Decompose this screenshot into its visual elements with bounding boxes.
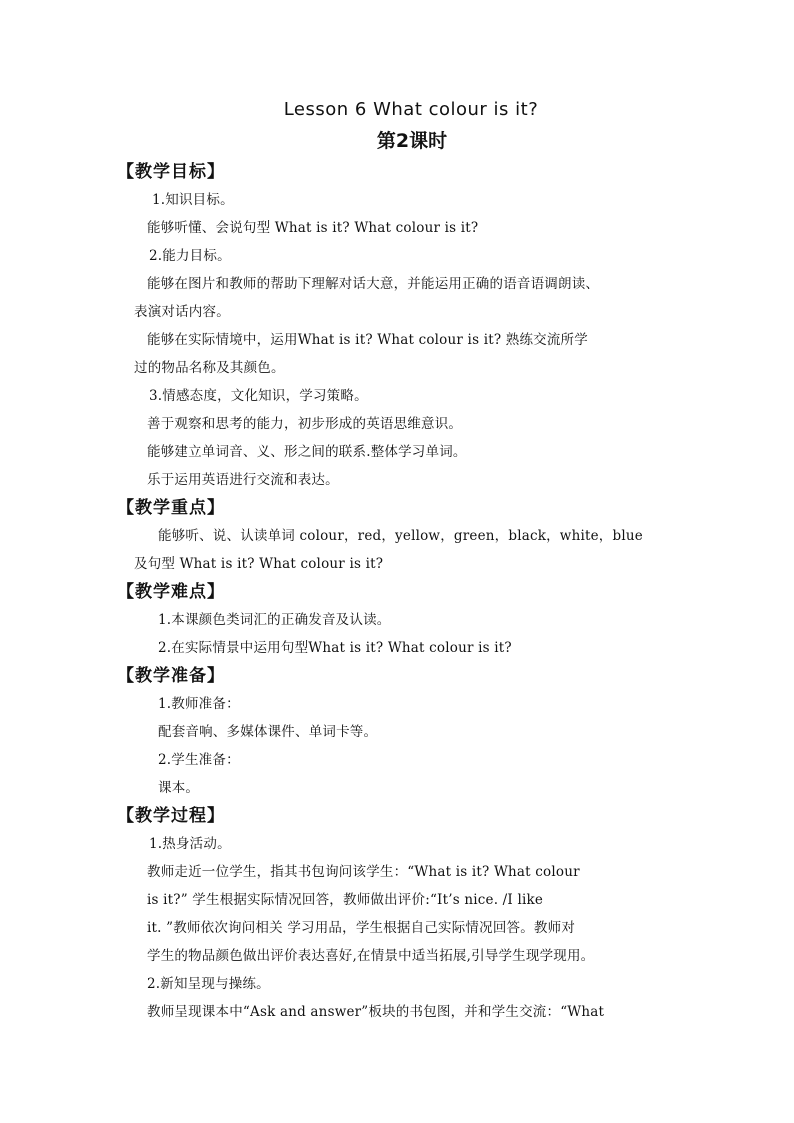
key-points-line: 及句型 What is it? What colour is it?	[134, 556, 384, 572]
preparation-line: 课本。	[158, 780, 200, 796]
process-line: 学生的物品颜色做出评价表达喜好,在情景中适当拓展,引导学生现学现用。	[147, 948, 595, 964]
heading-objectives: 【教学目标】	[117, 162, 225, 182]
objectives-line: 善于观察和思考的能力，初步形成的英语思维意识。	[147, 416, 463, 432]
objectives-line: 乐于运用英语进行交流和表达。	[147, 472, 339, 488]
lesson-subtitle: 第2课时	[376, 130, 448, 152]
preparation-line: 1.教师准备：	[158, 696, 240, 712]
objectives-line: 能够在实际情境中，运用What is it? What colour is it? 熟练交流所学	[147, 332, 588, 348]
process-line: 2.新知呈现与操练。	[147, 976, 270, 992]
heading-process: 【教学过程】	[117, 806, 225, 826]
objectives-line: 能够在图片和教师的帮助下理解对话大意，并能运用正确的语音语调朗读、	[147, 276, 600, 292]
heading-key-points: 【教学重点】	[117, 498, 225, 518]
objectives-line: 表演对话内容。	[134, 304, 230, 320]
lesson-title: Lesson 6 What colour is it?	[283, 99, 539, 120]
objectives-line: 2.能力目标。	[149, 248, 231, 264]
process-line: it. ”教师依次询问相关 学习用品，学生根据自己实际情况回答。教师对	[147, 920, 576, 936]
difficulties-line: 1.本课颜色类词汇的正确发音及认读。	[158, 612, 391, 628]
objectives-line: 过的物品名称及其颜色。	[134, 360, 285, 376]
process-line: 教师走近一位学生，指其书包询问该学生：“What is it? What colour	[147, 864, 580, 880]
objectives-line: 能够听懂、会说句型 What is it? What colour is it?	[147, 220, 479, 236]
heading-difficulties: 【教学难点】	[117, 582, 225, 602]
difficulties-line: 2.在实际情景中运用句型What is it? What colour is it?	[158, 640, 512, 656]
objectives-line: 能够建立单词音、义、形之间的联系.整体学习单词。	[147, 444, 467, 460]
preparation-line: 配套音响、多媒体课件、单词卡等。	[158, 724, 378, 740]
objectives-line: 1.知识目标。	[152, 192, 234, 208]
key-points-line: 能够听、说、认读单词 colour，red，yellow，green，black，white，blue	[158, 528, 643, 544]
heading-preparation: 【教学准备】	[117, 666, 225, 686]
objectives-line: 3.情感态度，文化知识，学习策略。	[149, 388, 368, 404]
preparation-line: 2.学生准备：	[158, 752, 240, 768]
process-line: 教师呈现课本中“Ask and answer”板块的书包图，并和学生交流：“What	[147, 1004, 605, 1020]
process-line: is it?” 学生根据实际情况回答，教师做出评价:“It’s nice. /I like	[147, 892, 544, 908]
process-line: 1.热身活动。	[149, 836, 231, 852]
